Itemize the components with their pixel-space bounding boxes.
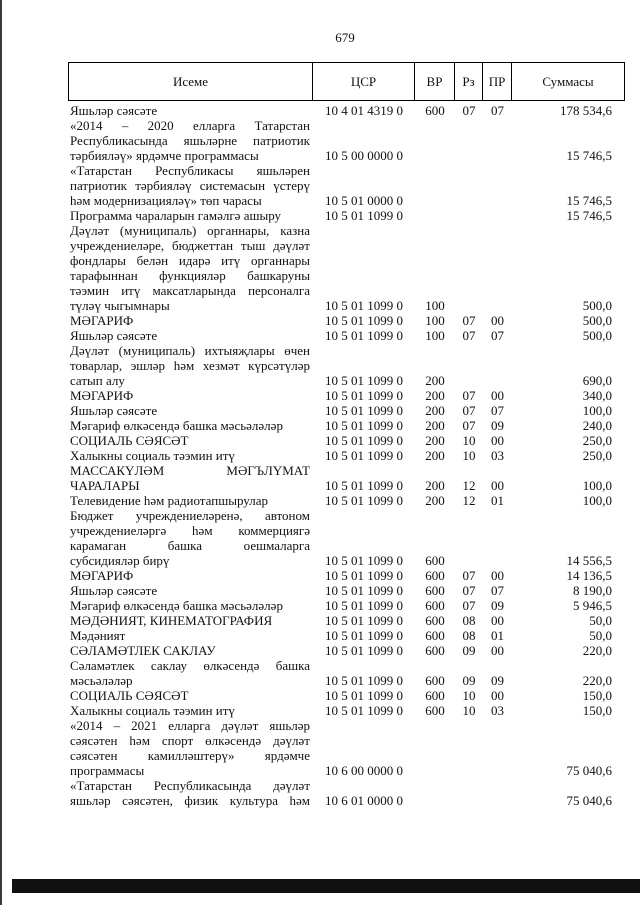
pr-code: 00 (491, 643, 504, 659)
row-name (68, 688, 313, 703)
vr-code: 600 (425, 613, 445, 629)
csr-code: 10 5 01 1099 0 (325, 628, 403, 644)
row-name-line: Яшьләр сәясәте (70, 327, 158, 343)
row-name (68, 163, 313, 208)
csr-code: 10 5 01 1099 0 (325, 477, 403, 493)
pr-code: 07 (491, 402, 504, 418)
csr-code: 10 5 01 1099 0 (325, 297, 403, 313)
vr-code: 200 (425, 432, 445, 448)
amount: 240,0 (582, 417, 612, 433)
vr-code: 600 (425, 628, 445, 644)
table-row (68, 103, 625, 118)
rz-code: 09 (462, 643, 476, 659)
amount: 500,0 (582, 312, 612, 328)
row-name (68, 343, 313, 388)
amount: 15 746,5 (566, 207, 612, 223)
rz-code: 07 (462, 327, 476, 343)
row-name-line: сатып алу (70, 372, 125, 388)
vr-code: 600 (425, 583, 445, 598)
row-name (68, 403, 313, 418)
row-name-line: тарафыннан функцияләр башкаруны (70, 267, 310, 283)
page-number: 679 (335, 30, 355, 45)
header-vr: ВР (415, 63, 455, 100)
row-name-line: «2014 – 2021 елларга дәүләт яшьләр (70, 718, 311, 734)
amount: 150,0 (582, 688, 612, 704)
amount: 690,0 (582, 372, 612, 388)
rz-code: 07 (462, 567, 476, 583)
pr-code (483, 193, 512, 208)
amount: 50,0 (589, 613, 612, 629)
scan-bottom-bar (12, 879, 640, 893)
table-row (68, 418, 625, 433)
pr-code (483, 373, 512, 388)
pr-code: 09 (491, 598, 504, 614)
table-body (68, 103, 625, 809)
row-name (68, 388, 313, 403)
row-name-line: Телевидение һәм радиотапшырулар (70, 492, 268, 508)
row-name-line: тәрбияләү» ярдәмче программасы (70, 147, 259, 163)
pr-code: 09 (491, 673, 504, 689)
table-row (68, 163, 625, 208)
row-name-line: «Татарстан Республикасында дәүләт (70, 778, 310, 794)
row-name (68, 778, 313, 808)
amount: 15 746,5 (566, 147, 612, 163)
row-name-line: Мәгариф өлкәсендә башка мәсьәләләр (70, 417, 283, 433)
vr-code: 600 (425, 688, 445, 704)
rz-code (455, 553, 483, 568)
pr-code: 01 (491, 492, 504, 508)
vr-code (415, 208, 455, 223)
table-row (68, 508, 625, 568)
rz-code: 10 (462, 447, 476, 463)
rz-code (455, 763, 483, 778)
rz-code: 12 (462, 492, 476, 508)
row-name-line: Бюджет учреждениеләренә, автоном (70, 507, 310, 523)
row-name (68, 718, 313, 778)
table-row (68, 703, 625, 718)
pr-code: 00 (491, 567, 504, 583)
csr-code: 10 5 01 1099 0 (325, 417, 403, 433)
row-name (68, 508, 313, 568)
table-row (68, 628, 625, 643)
vr-code: 200 (425, 387, 445, 403)
csr-code: 10 5 01 1099 0 (325, 552, 403, 568)
amount: 75 040,6 (566, 763, 612, 779)
amount: 75 040,6 (566, 793, 612, 809)
row-name-line: МӘГАРИФ (70, 387, 134, 403)
csr-code: 10 5 01 1099 0 (325, 583, 403, 598)
scan-left-edge (0, 0, 2, 905)
row-name (68, 598, 313, 613)
amount: 8 190,0 (573, 583, 612, 598)
csr-code: 10 5 00 0000 0 (325, 147, 403, 163)
rz-code: 09 (462, 673, 476, 689)
table-row (68, 403, 625, 418)
row-name (68, 103, 313, 118)
rz-code (455, 373, 483, 388)
table-row (68, 433, 625, 448)
rz-code: 07 (462, 417, 476, 433)
pr-code (483, 793, 512, 808)
table-row (68, 583, 625, 598)
row-name-line: МӘДӘНИЯТ, КИНЕМАТОГРАФИЯ (70, 613, 273, 629)
csr-code: 10 5 01 1099 0 (325, 207, 403, 223)
pr-code: 03 (491, 703, 504, 719)
rz-code: 07 (462, 583, 476, 598)
row-name-line: Сәламәтлек саклау өлкәсендә башка (70, 658, 311, 674)
vr-code: 200 (425, 492, 445, 508)
csr-code: 10 5 01 1099 0 (325, 567, 403, 583)
row-name-line: Мәгариф өлкәсендә башка мәсьәләләр (70, 598, 283, 614)
rz-code: 12 (462, 477, 476, 493)
pr-code (483, 298, 512, 313)
row-name-line: программасы (70, 763, 145, 779)
pr-code: 09 (491, 417, 504, 433)
pr-code: 00 (491, 432, 504, 448)
vr-code (415, 763, 455, 778)
row-name (68, 208, 313, 223)
vr-code: 200 (425, 447, 445, 463)
csr-code: 10 5 01 1099 0 (325, 688, 403, 704)
row-name (68, 613, 313, 628)
amount: 178 534,6 (560, 102, 612, 118)
table-row (68, 463, 625, 493)
table-row (68, 118, 625, 163)
table-row (68, 658, 625, 688)
csr-code: 10 5 01 1099 0 (325, 492, 403, 508)
csr-code: 10 5 01 1099 0 (325, 643, 403, 659)
row-name (68, 223, 313, 313)
amount: 100,0 (582, 492, 612, 508)
row-name (68, 448, 313, 463)
row-name-line: Программа чараларын гамәлгә ашыру (70, 207, 282, 223)
table-row (68, 388, 625, 403)
vr-code: 600 (425, 643, 445, 659)
rz-code: 08 (462, 613, 476, 629)
rz-code: 07 (462, 312, 476, 328)
vr-code: 100 (425, 297, 445, 313)
table-row (68, 328, 625, 343)
amount: 220,0 (582, 673, 612, 689)
row-name (68, 493, 313, 508)
header-pr: ПР (483, 63, 512, 100)
pr-code (483, 553, 512, 568)
vr-code: 600 (425, 567, 445, 583)
csr-code: 10 5 01 1099 0 (325, 327, 403, 343)
row-name-line: Яшьләр сәясәте (70, 583, 158, 598)
vr-code: 200 (425, 372, 445, 388)
csr-code: 10 5 01 1099 0 (325, 402, 403, 418)
rz-code: 10 (462, 688, 476, 704)
row-name-line: МАССАКҮЛӘМ МӘГЪЛҮМАТ (70, 462, 310, 478)
row-name-line: түләү чыгымнары (70, 297, 170, 313)
vr-code: 200 (425, 477, 445, 493)
row-name-line: Дәүләт (муниципаль) ихтыяҗлары өчен (70, 342, 310, 358)
csr-code: 10 5 01 1099 0 (325, 372, 403, 388)
table-row (68, 208, 625, 223)
pr-code: 00 (491, 387, 504, 403)
rz-code: 07 (462, 402, 476, 418)
table-row (68, 778, 625, 808)
pr-code: 03 (491, 447, 504, 463)
csr-code: 10 6 00 0000 0 (325, 763, 403, 779)
amount: 250,0 (582, 432, 612, 448)
row-name-line: сәясәтен һәм спорт өлкәсендә дәүләт (70, 733, 310, 749)
rz-code (455, 148, 483, 163)
row-name (68, 703, 313, 718)
table-row (68, 688, 625, 703)
amount: 14 136,5 (566, 567, 612, 583)
csr-code: 10 5 01 0000 0 (325, 192, 403, 208)
vr-code (415, 148, 455, 163)
amount: 100,0 (582, 477, 612, 493)
header-name: Исеме (69, 63, 313, 100)
table-row (68, 313, 625, 328)
pr-code: 00 (491, 477, 504, 493)
row-name-line: Яшьләр сәясәте (70, 402, 158, 418)
row-name-line: мәсьәләләр (70, 673, 133, 689)
row-name (68, 463, 313, 493)
rz-code (455, 193, 483, 208)
pr-code: 07 (491, 327, 504, 343)
csr-code: 10 5 01 1099 0 (325, 387, 403, 403)
table-row (68, 598, 625, 613)
amount: 220,0 (582, 643, 612, 659)
rz-code: 10 (462, 432, 476, 448)
row-name (68, 118, 313, 163)
row-name (68, 433, 313, 448)
pr-code: 07 (491, 583, 504, 598)
table-row (68, 568, 625, 583)
row-name-line: тәэмин итү максатларында персоналга (70, 282, 310, 298)
row-name-line: карамаган башка оешмаларга (70, 537, 310, 553)
amount: 14 556,5 (566, 552, 612, 568)
amount: 50,0 (589, 628, 612, 644)
row-name-line: Халыкны социаль тәэмин итү (70, 703, 235, 719)
table-row (68, 493, 625, 508)
row-name-line: субсидияләр бирү (70, 552, 170, 568)
row-name (68, 658, 313, 688)
amount: 5 946,5 (573, 598, 612, 614)
vr-code (415, 793, 455, 808)
header-csr: ЦСР (313, 63, 415, 100)
row-name-line: Республикасында яшьләрне патриотик (70, 132, 310, 148)
row-name-line: патриотик тәрбияләү системасын үстерү (70, 177, 310, 193)
csr-code: 10 5 01 1099 0 (325, 613, 403, 629)
table-row (68, 448, 625, 463)
row-name-line: Яшьләр сәясәте (70, 102, 158, 118)
pr-code (483, 763, 512, 778)
rz-code (455, 793, 483, 808)
row-name-line: һәм модернизацияләү» төп чарасы (70, 192, 262, 208)
row-name-line: ЧАРАЛАРЫ (70, 477, 140, 493)
row-name-line: яшьләр сәясәтен, физик культура һәм (70, 793, 310, 809)
rz-code: 07 (462, 387, 476, 403)
row-name-line: учреждениеләре, бюджеттан тыш дәүләт (70, 237, 310, 253)
amount: 500,0 (582, 297, 612, 313)
row-name-line: сәясәтен камилләштерү» ярдәмче (70, 748, 310, 764)
table-row (68, 643, 625, 658)
row-name (68, 643, 313, 658)
vr-code: 600 (425, 552, 445, 568)
row-name-line: товарлар, эшләр һәм хезмәт күрсәтүләр (70, 357, 310, 373)
vr-code (415, 193, 455, 208)
row-name (68, 313, 313, 328)
header-sum: Суммасы (542, 73, 594, 89)
table-row (68, 718, 625, 778)
row-name-line: МӘГАРИФ (70, 567, 134, 583)
rz-code: 10 (462, 703, 476, 719)
vr-code: 600 (425, 703, 445, 719)
row-name-line: СОЦИАЛЬ СӘЯСӘТ (70, 688, 189, 704)
row-name-line: учреждениеләргә һәм коммерциягә (70, 522, 311, 538)
pr-code: 01 (491, 628, 504, 644)
row-name (68, 568, 313, 583)
csr-code: 10 5 01 1099 0 (325, 703, 403, 719)
amount: 340,0 (582, 387, 612, 403)
amount: 500,0 (582, 327, 612, 343)
row-name-line: Мәдәният (70, 628, 126, 644)
row-name-line: фондлары белән идарә итү органнары (70, 252, 310, 268)
row-name (68, 583, 313, 598)
row-name (68, 418, 313, 433)
pr-code: 00 (491, 688, 504, 704)
row-name-line: Дәүләт (муниципаль) органнары, казна (70, 222, 310, 238)
table-header (68, 62, 625, 101)
rz-code: 07 (462, 598, 476, 614)
csr-code: 10 5 01 1099 0 (325, 432, 403, 448)
header-rz: Рз (455, 63, 483, 100)
rz-code: 08 (462, 628, 476, 644)
row-name-line: МӘГАРИФ (70, 312, 134, 328)
pr-code: 07 (491, 102, 504, 118)
vr-code: 100 (425, 312, 445, 328)
row-name-line: «2014 – 2020 елларга Татарстан (70, 117, 310, 133)
vr-code: 600 (425, 673, 445, 689)
table-row (68, 223, 625, 313)
rz-code (455, 208, 483, 223)
amount: 15 746,5 (566, 192, 612, 208)
rz-code: 07 (462, 102, 476, 118)
csr-code: 10 5 01 1099 0 (325, 447, 403, 463)
csr-code: 10 5 01 1099 0 (325, 598, 403, 614)
amount: 150,0 (582, 703, 612, 719)
pr-code: 00 (491, 312, 504, 328)
row-name-line: «Татарстан Республикасы яшьләрен (70, 162, 310, 178)
amount: 250,0 (582, 447, 612, 463)
vr-code: 200 (425, 402, 445, 418)
vr-code: 600 (425, 102, 445, 118)
rz-code (455, 298, 483, 313)
pr-code (483, 208, 512, 223)
csr-code: 10 5 01 1099 0 (325, 673, 403, 689)
pr-code: 00 (491, 613, 504, 629)
csr-code: 10 5 01 1099 0 (325, 312, 403, 328)
vr-code: 200 (425, 417, 445, 433)
row-name-line: Халыкны социаль тәэмин итү (70, 447, 235, 463)
pr-code (483, 148, 512, 163)
row-name (68, 328, 313, 343)
vr-code: 100 (425, 327, 445, 343)
row-name-line: СОЦИАЛЬ СӘЯСӘТ (70, 432, 189, 448)
csr-code: 10 4 01 4319 0 (325, 102, 403, 118)
table-row (68, 343, 625, 388)
row-name (68, 628, 313, 643)
csr-code: 10 6 01 0000 0 (325, 793, 403, 809)
row-name-line: СӘЛАМӘТЛЕК САКЛАУ (70, 643, 216, 659)
vr-code: 600 (425, 598, 445, 614)
table-row (68, 613, 625, 628)
amount: 100,0 (582, 402, 612, 418)
